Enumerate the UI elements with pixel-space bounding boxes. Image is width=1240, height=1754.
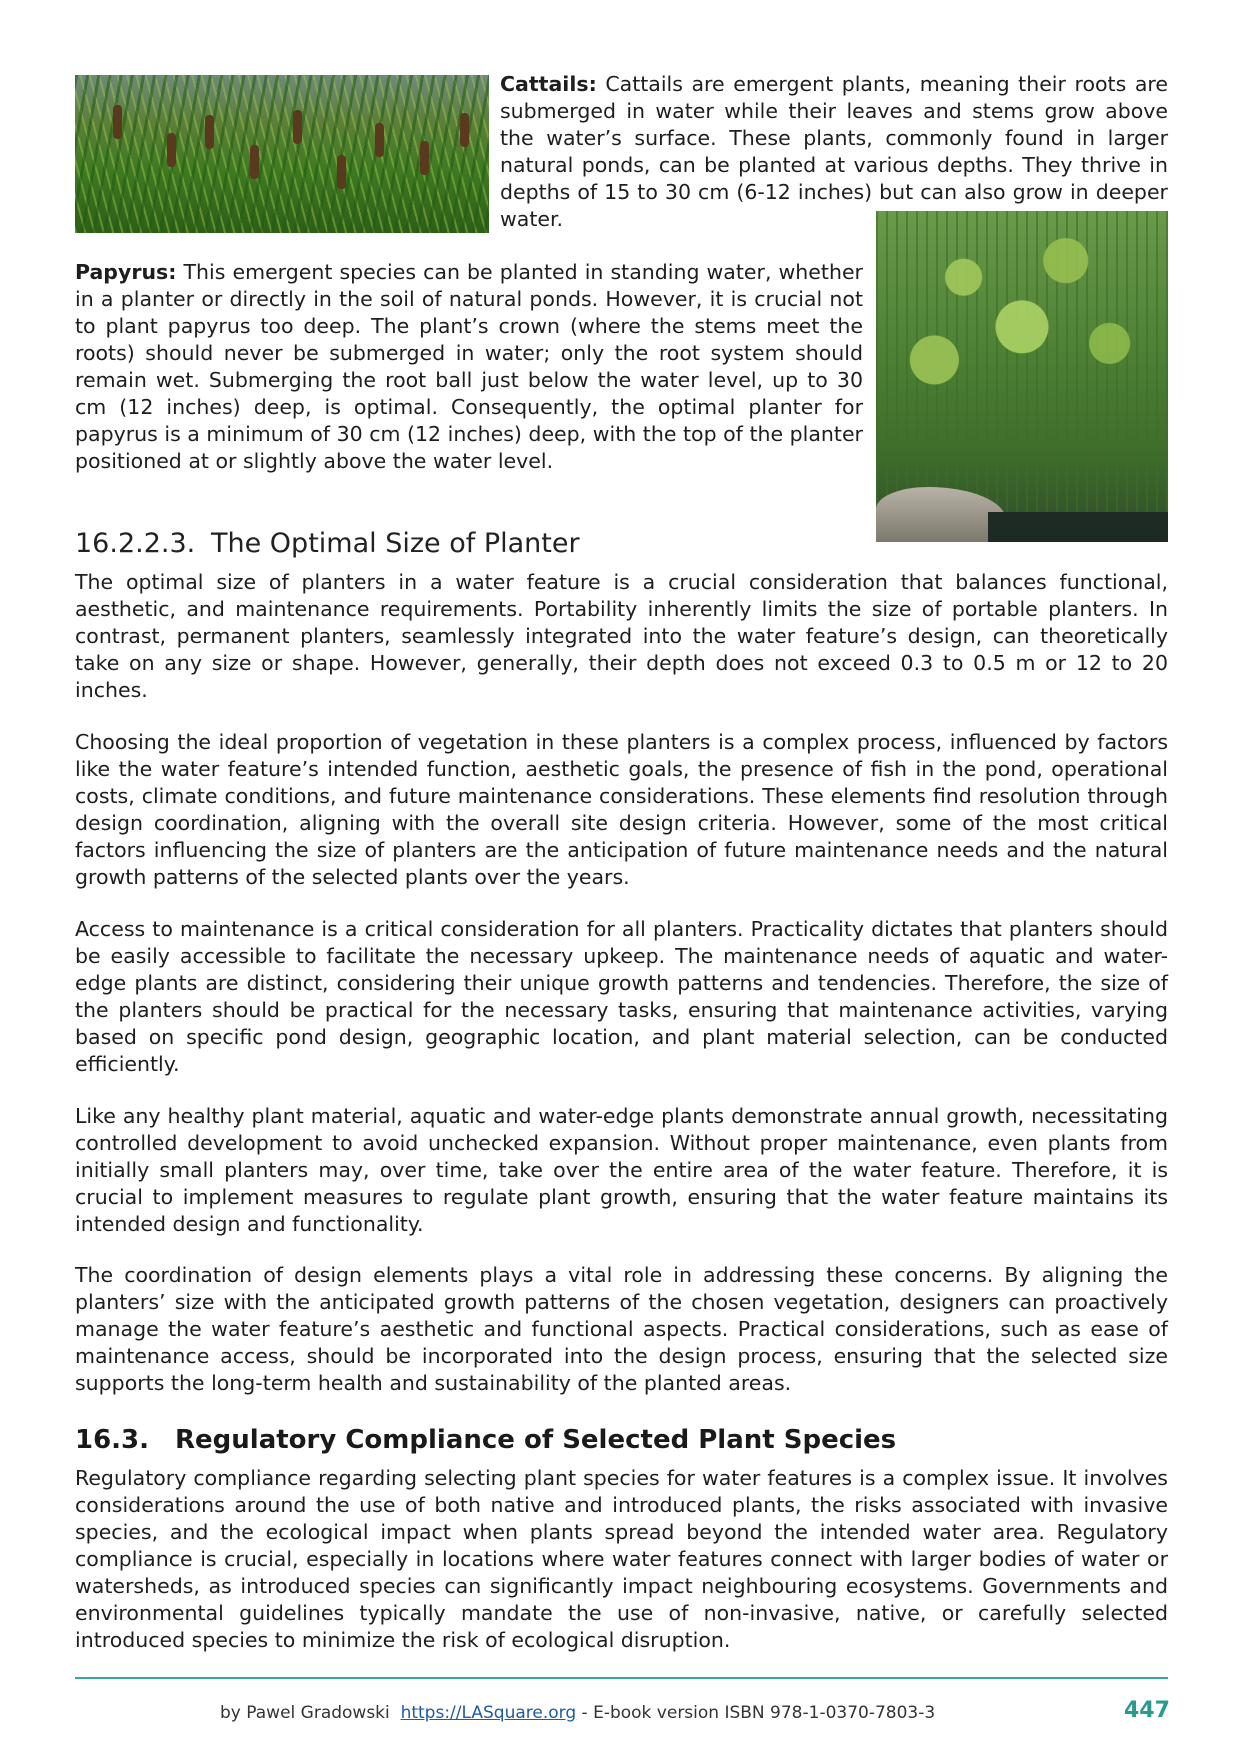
cattail-spike (337, 155, 346, 189)
section-title: The Optimal Size of Planter (211, 528, 580, 559)
cattails-paragraph (500, 71, 1168, 233)
body-paragraph: Choosing the ideal proportion of vegetation in these planters is a complex process, influenced by factors like the water feature’s intended function, aesthetic goals, the presence of fish in the pond, operational costs, climate conditions, and future maintenance considerations. These elements find resolution through design coordination, aligning with the overall site design criteria. However, some of the most critical factors influencing the size of planters are the anticipation of future maintenance needs and the natural growth patterns of the selected plants over the years. (75, 730, 1168, 889)
footer-author: by Pawel Gradowski (220, 1703, 390, 1723)
cattails-label: Cattails: (500, 72, 597, 96)
body-paragraph: Regulatory compliance regarding selecting plant species for water features is a complex issue. It involves considerations around the use of both native and introduced plants, the risks associated with invasive species, and the ecological impact when plants spread beyond the intended water area. Regulatory compliance is crucial, especially in locations where water features connect with larger bodies of water or watersheds, as introduced species can significantly impact neighbouring ecosystems. Governments and environmental guidelines typically mandate the use of non-invasive, native, or carefully selected introduced species to minimize the risk of ecological disruption. (75, 1466, 1168, 1652)
body-paragraph: The optimal size of planters in a water feature is a crucial consideration that balances functional, aesthetic, and maintenance requirements. Portability inherently limits the size of portable planters. In contrast, permanent planters, seamlessly integrated into the water feature’s design, can theoretically take on any size or shape. However, generally, their depth does not exceed 0.3 to 0.5 m or 12 to 20 inches. (75, 570, 1168, 702)
cattail-spike (167, 133, 176, 167)
footer-edition: - E-book version ISBN 978-1-0370-7803-3 (576, 1703, 936, 1723)
page-number: 447 (1124, 1698, 1170, 1723)
cattail-spike (205, 115, 214, 149)
section-heading-16-3 (75, 1423, 896, 1457)
cattail-spike (250, 145, 259, 179)
papyrus-text: This emergent species can be planted in standing water, whether in a planter or directly in the soil of natural ponds. However, it is crucial not to plant papyrus too deep. The plant’s crown (where the stems meet the roots) should never be submerged in water; only the root system should remain wet. Submerging the root ball just below the water level, up to 30 cm (12 inches) deep, is optimal. Consequently, the optimal planter for papyrus is a minimum of 30 cm (12 inches) deep, with the top of the planter positioned at or slightly above the water level. (75, 260, 863, 473)
papyrus-photo (876, 211, 1168, 542)
cattails-photo (75, 75, 489, 233)
pond-water (988, 512, 1168, 542)
cattail-spike (460, 113, 469, 147)
papyrus-label: Papyrus: (75, 260, 177, 284)
cattail-spike (293, 110, 302, 144)
body-paragraph: Access to maintenance is a critical consideration for all planters. Practicality dictates that planters should be easily accessible to facilitate the necessary upkeep. The maintenance needs of aquatic and water-edge plants are distinct, considering their unique growth patterns and tendencies. Therefore, the size of the planters should be practical for the necessary tasks, ensuring that maintenance activities, varying based on specific pond design, geographic location, and plant material selection, can be conducted efficiently. (75, 917, 1168, 1076)
section-heading-16-2-2-3 (75, 527, 580, 561)
rock (876, 487, 1006, 542)
section-title: Regulatory Compliance of Selected Plant Species (175, 1425, 897, 1455)
body-paragraph: The coordination of design elements plays a vital role in addressing these concerns. By aligning the planters’ size with the anticipated growth patterns of the chosen vegetation, designers can proactively manage the water feature’s aesthetic and functional aspects. Practical considerations, such as ease of maintenance access, should be incorporated into the design process, ensuring that the selected size supports the long-term health and sustainability of the planted areas. (75, 1263, 1168, 1395)
footer-link[interactable]: https://LASquare.org (400, 1703, 577, 1723)
footer-divider (75, 1677, 1168, 1679)
cattails-text: Cattails are emergent plants, meaning their roots are submerged in water while their leaves and stems grow above the water’s surface. These plants, commonly found in larger natural ponds, can be planted at various depths. They thrive in depths of 15 to 30 cm (6-12 inches) but can also grow in deeper water. (500, 72, 1168, 231)
papyrus-paragraph (75, 259, 863, 475)
body-paragraph: Like any healthy plant material, aquatic and water-edge plants demonstrate annual growth, necessitating controlled development to avoid unchecked expansion. Without proper maintenance, even plants from initially small planters may, over time, take over the entire area of the water feature. Therefore, it is crucial to implement measures to regulate plant growth, ensuring that the water feature maintains its intended design and functionality. (75, 1104, 1168, 1236)
cattail-spike (420, 141, 429, 175)
cattail-spike (113, 105, 122, 139)
footer (220, 1703, 935, 1723)
section-number: 16.2.2.3. (75, 528, 196, 559)
section-number: 16.3. (75, 1425, 150, 1455)
cattail-spike (375, 123, 384, 157)
